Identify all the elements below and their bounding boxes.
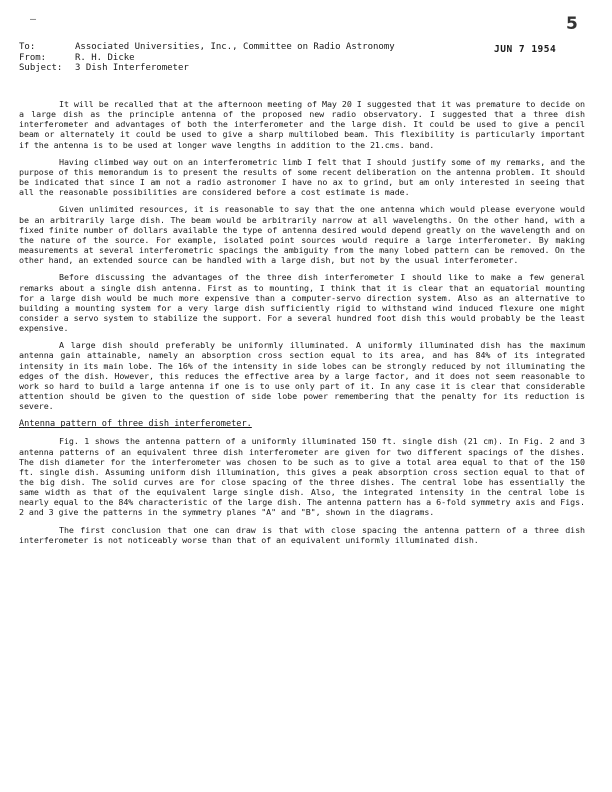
paragraph-figures: Fig. 1 shows the antenna pattern of a uniformly illuminated 150 ft. single dish (21 cm). In Fig. 2 and 3 antenna patterns of an equivalent three dish interferometer are given for two different spacings of the dishes. The dish diameter for the interferometer was chosen to be such as to give a total area equal to that of the 150 ft. single dish. Assuming uniform dish illumination, this gives a peak absorption cross section equal to that of the big dish. The solid curves are for close spacing of the three dishes. The central lobe has essentially the same width as that of the equivalent large single dish. Also, the integrated intensity in the central lobe is nearly equal to the 84% characteristic of the large dish. The antenna pattern has a 6-fold symmetry axis and Figs. 2 and 3 give the patterns in the symmetry planes "A" and "B", shown in the diagrams. (19, 436, 585, 518)
memo-header (19, 42, 395, 74)
to-value: Associated Universities, Inc., Committee on Radio Astronomy (75, 42, 395, 52)
corner-mark: — (30, 14, 37, 25)
paragraph-resources: Given unlimited resources, it is reasonable to say that the one antenna which would please everyone would be an arbitrarily large dish. The beam would be arbitrarily narrow at all wavelengths. On the other hand, with a fixed finite number of dollars available the type of antenna desired would depend greatly on the wavelength and on the nature of the source. For example, isolated point sources would require a large interferometer. By making measurements at several interferometric spacings the ambiguity from the many lobed pattern can be removed. On the other hand, an extended source can be handled with a large dish, but not by the usual interferometer. (19, 204, 585, 266)
paragraph-illumination: A large dish should preferably be uniformly illuminated. A uniformly illuminated dish has the maximum antenna gain attainable, namely an absorption cross section equal to its area, and has 84% of its integrated intensity in its main lobe. The 16% of the intensity in side lobes can be strongly reduced by not illuminating the edges of the dish. However, this reduces the effective area by a large factor, and it does not seem reasonable to work so hard to build a large antenna if one is to use only part of it. In any case it is clear that considerable attention should be given to the question of side lobe power remembering that the penalty for its reduction is severe. (19, 340, 585, 412)
paragraph-single-dish: Before discussing the advantages of the three dish interferometer I should like to make a few general remarks about a single dish antenna. First as to mounting, I think that it is clear that an equatorial mounting for a large dish would be much more expensive than a computer-servo direction system. Also as an alternative to building a mounting system for a very large dish sufficiently rigid to withstand wind induced flexure one might consider a servo system to stabilize the support. For a several hundred foot dish this would probably be the least expensive. (19, 272, 585, 334)
from-value: R. H. Dicke (75, 52, 135, 63)
subject-value: 3 Dish Interferometer (75, 63, 189, 73)
to-label: To: (19, 42, 36, 52)
memo-body (19, 99, 585, 552)
subject-line (19, 63, 395, 74)
from-label: From: (19, 52, 47, 63)
paragraph-recall: It will be recalled that at the afternoon meeting of May 20 I suggested that it was premature to decide on a large dish as the principle antenna of the proposed new radio observatory. I suggested that a three dish interferometer and advantages of both the interferometer and the large dish. It could be used to give a pencil beam or alternately it could be used to give a sharp multilobed beam. This flexibility is particularly important if the antenna is to be used at longer wave lengths in addition to the 21.cms. band. (19, 99, 585, 150)
subject-label: Subject: (19, 63, 63, 73)
page-number: 5 (566, 14, 578, 34)
from-line (19, 53, 395, 64)
date-stamp: JUN 7 1954 (494, 44, 557, 55)
to-line (19, 42, 395, 53)
paragraph-limb: Having climbed way out on an interferometric limb I felt that I should justify some of my remarks, and the purpose of this memorandum is to present the results of some recent deliberation on the antenna problem. It should be indicated that since I am not a radio astronomer I have no ax to grind, but am only interested in seeing that all the reasonable possibilities are considered before a cost estimate is made. (19, 156, 585, 198)
paragraph-conclusion: The first conclusion that one can draw is that with close spacing the antenna pattern of a three dish interferometer is not noticeably worse than that of an equivalent uniformly illuminated dish. (19, 524, 585, 545)
section-heading: Antenna pattern of three dish interferometer. (19, 419, 252, 430)
